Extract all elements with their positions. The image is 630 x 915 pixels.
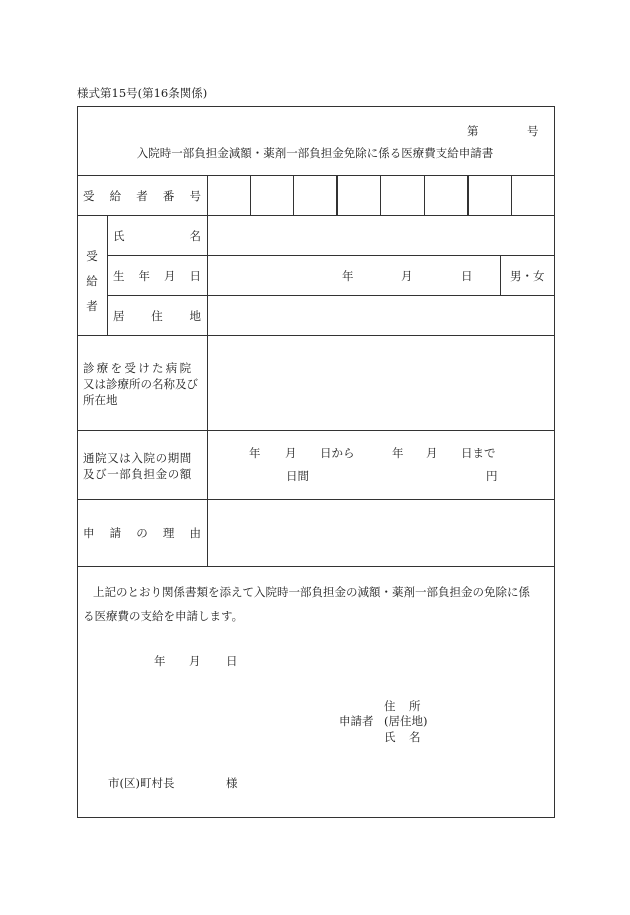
digit-box-divider <box>293 175 294 215</box>
period-from-month: 月 <box>285 446 297 460</box>
declaration-line2: る医療費の支給を申請します。 <box>83 609 244 623</box>
label-char: 住 <box>151 309 163 323</box>
recipient-number-label <box>83 189 201 203</box>
period-to-day: 日まで <box>461 446 496 460</box>
period-to-month: 月 <box>426 446 438 460</box>
form-title: 入院時一部負担金減額・薬剤一部負担金免除に係る医療費支給申請書 <box>136 146 494 160</box>
label-char: の <box>136 526 148 540</box>
label-char: 号 <box>189 189 201 203</box>
declaration-line1: 上記のとおり関係書類を添えて入院時一部負担金の減額・薬剤一部負担金の免除に係 <box>93 585 530 599</box>
date-day-unit: 日 <box>226 654 238 668</box>
label-char: 申 <box>83 526 95 540</box>
digit-box-divider <box>424 175 425 215</box>
divider-line <box>107 295 555 296</box>
digit-box-divider-bold <box>336 175 338 215</box>
applicant-label: 申請者 <box>339 714 374 728</box>
digit-box-divider <box>511 175 512 215</box>
period-label-line1: 通院又は入院の期間 <box>83 451 192 465</box>
period-from-day: 日から <box>320 446 355 460</box>
label-char: 名 <box>189 229 201 243</box>
birth-month-unit: 月 <box>401 269 413 283</box>
label-char: 理 <box>162 526 175 540</box>
label-char: 居 <box>113 309 125 323</box>
divider-line <box>77 335 555 336</box>
address-label <box>113 309 201 323</box>
divider-line <box>77 215 555 216</box>
label-char: 地 <box>189 309 201 323</box>
hospital-label-line1: 診療を受けた病院 <box>83 361 194 375</box>
divider-line <box>77 430 555 431</box>
period-days-unit: 日間 <box>286 469 309 483</box>
issue-number-suffix: 号 <box>527 124 539 138</box>
applicant-name-label: 氏 名 <box>384 730 422 744</box>
divider-line <box>77 499 555 500</box>
birth-year-unit: 年 <box>342 269 354 283</box>
recipient-section-label: 受給者 <box>86 249 98 313</box>
label-char: 氏 <box>113 229 125 243</box>
period-from-year: 年 <box>249 446 261 460</box>
divider-line <box>77 566 555 567</box>
label-char: 生 <box>113 269 125 283</box>
divider-line <box>107 255 555 256</box>
hospital-label-line2: 又は診療所の名称及び <box>83 377 198 391</box>
date-year-unit: 年 <box>154 654 166 668</box>
gender-options: 男・女 <box>510 269 545 283</box>
applicant-residence-label: (居住地) <box>384 714 428 728</box>
birthdate-label <box>113 269 201 283</box>
label-char: 由 <box>189 526 201 540</box>
label-column-divider <box>207 175 208 566</box>
digit-box-divider <box>380 175 381 215</box>
label-char: 年 <box>138 269 150 283</box>
label-char: 日 <box>189 269 201 283</box>
period-label-line2: 及び一部負担金の額 <box>83 467 192 481</box>
birth-day-unit: 日 <box>461 269 473 283</box>
digit-box-divider-bold <box>467 175 469 215</box>
hospital-label-line3: 所在地 <box>83 393 118 407</box>
period-to-year: 年 <box>392 446 404 460</box>
label-char: 番 <box>162 189 175 203</box>
amount-unit: 円 <box>486 469 498 483</box>
label-char: 月 <box>164 269 176 283</box>
issue-number-prefix: 第 <box>467 124 479 138</box>
gender-divider <box>500 255 501 295</box>
reason-label <box>83 526 201 540</box>
honorific: 様 <box>226 776 238 790</box>
date-month-unit: 月 <box>189 654 201 668</box>
label-char: 給 <box>109 189 122 203</box>
divider-line <box>77 175 555 176</box>
digit-box-divider <box>250 175 251 215</box>
name-label <box>113 229 201 243</box>
addressee: 市(区)町村長 <box>108 776 175 790</box>
label-char: 受 <box>83 189 95 203</box>
form-number: 様式第15号(第16条関係) <box>77 86 208 100</box>
label-char: 者 <box>136 189 148 203</box>
label-char: 請 <box>109 526 122 540</box>
applicant-address-label: 住 所 <box>384 699 422 713</box>
section-divider <box>107 215 108 335</box>
